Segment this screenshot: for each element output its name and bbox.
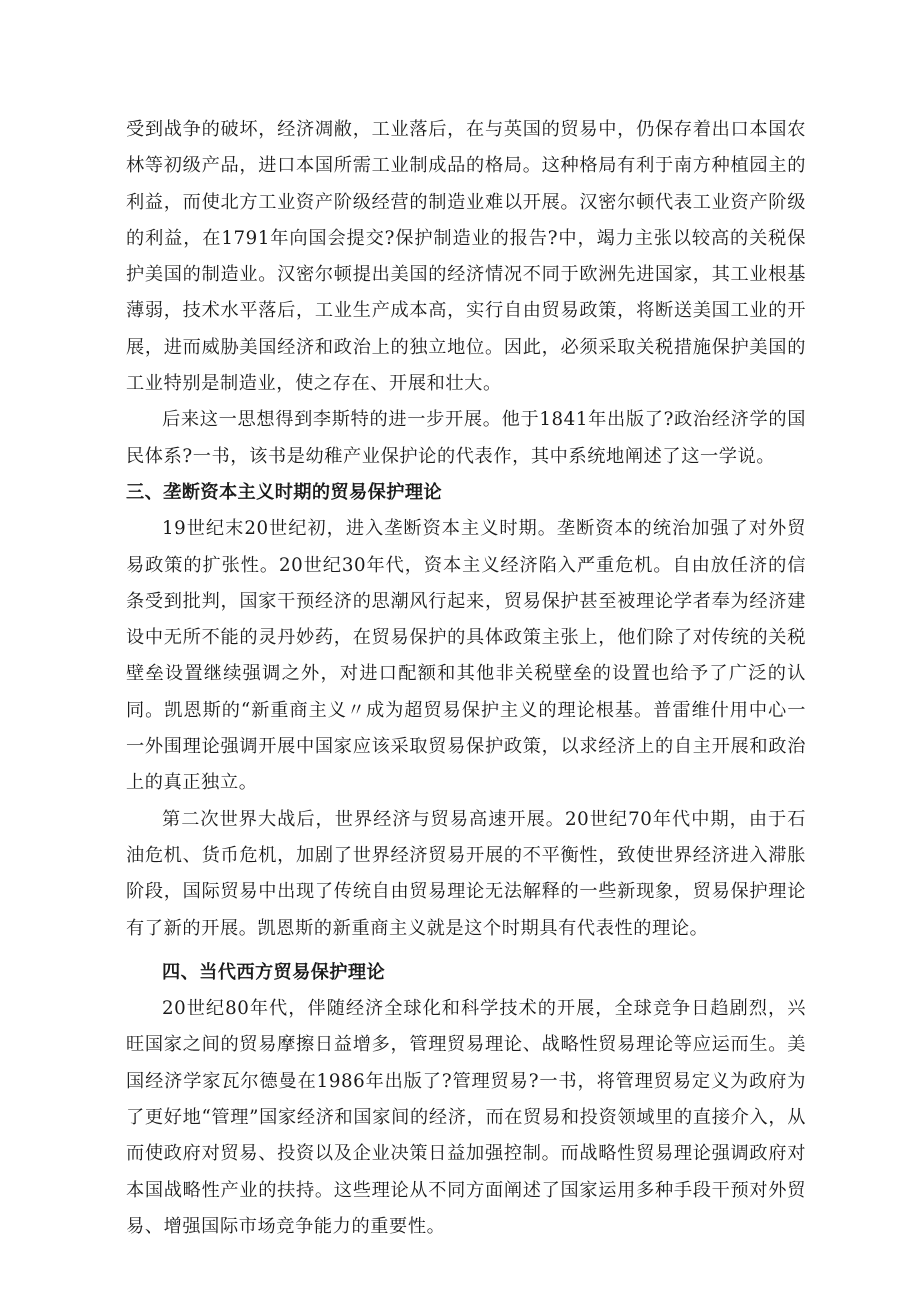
paragraph-postwar: 第二次世界大战后，世界经济与贸易高速开展。20世纪70年代中期，由于石油危机、货币危机，加剧了世界经济贸易开展的不平衡性，致使世界经济进入滞胀阶段，国际贸易中出现了传统自由贸易理论无法解释的一些新现象，贸易保护理论有了新的开展。凯恩斯的新重商主义就是这个时期具有代表性的理论。 xyxy=(126,808,806,939)
paragraph-contemporary: 20世纪80年代，伴随经济全球化和科学技术的开展，全球竞争日趋剧烈，兴旺国家之间的贸易摩擦日益增多，管理贸易理论、战略性贸易理论等应运而生。美国经济学家瓦尔德曼在1986年出版了?管理贸易?一书，将管理贸易定义为政府为了更好地“管理”国家经济和国家间的经济，而在贸易和投资领域里的直接介入，从而使政府对贸易、投资以及企业决策日益加强控制。而战略性贸易理论强调政府对本国战略性产业的扶持。这些理论从不同方面阐述了国家运用多种手段干预对外贸易、增强国际市场竞争能力的重要性。 xyxy=(126,998,806,1237)
document-body xyxy=(126,112,806,1245)
paragraph-hamilton: 受到战争的破坏，经济凋敝，工业落后，在与英国的贸易中，仍保存着出口本国农林等初级产品，进口本国所需工业制成品的格局。这种格局有利于南方种植园主的利益，而使北方工业资产阶级经营的制造业难以开展。汉密尔顿代表工业资产阶级的利益，在1791年向国会提交?保护制造业的报告?中，竭力主张以较高的关税保护美国的制造业。汉密尔顿提出美国的经济情况不同于欧洲先进国家，其工业根基薄弱，技术水平落后，工业生产成本高，实行自由贸易政策，将断送美国工业的开展，进而威胁美国经济和政治上的独立地位。因此，必须采取关税措施保护美国的工业特别是制造业，使之存在、开展和壮大。 xyxy=(126,119,806,395)
paragraph-monopoly-capitalism: 19世纪末20世纪初，进入垄断资本主义时期。垄断资本的统治加强了对外贸易政策的扩张性。20世纪30年代，资本主义经济陷入严重危机。自由放任济的信条受到批判，国家干预经济的思潮风行起来，贸易保护甚至被理论学者奉为经济建设中无所不能的灵丹妙药，在贸易保护的具体政策主张上，他们除了对传统的关税壁垒设置继续强调之外，对进口配额和其他非关税壁垒的设置也给予了广泛的认同。凯恩斯的“新重商主义〃成为超贸易保护主义的理论根基。普雷维什用中心一一外围理论强调开展中国家应该采取贸易保护政策，以求经济上的自主开展和政治上的真正独立。 xyxy=(126,518,806,794)
paragraph-list: 后来这一思想得到李斯特的进一步开展。他于1841年出版了?政治经济学的国民体系?一书，该书是幼稚产业保护论的代表作，其中系统地阐述了这一学说。 xyxy=(126,409,806,467)
section-heading-4: 四、当代西方贸易保护理论 xyxy=(162,961,386,983)
section-heading-3: 三、垄断资本主义时期的贸易保护理论 xyxy=(126,481,442,503)
